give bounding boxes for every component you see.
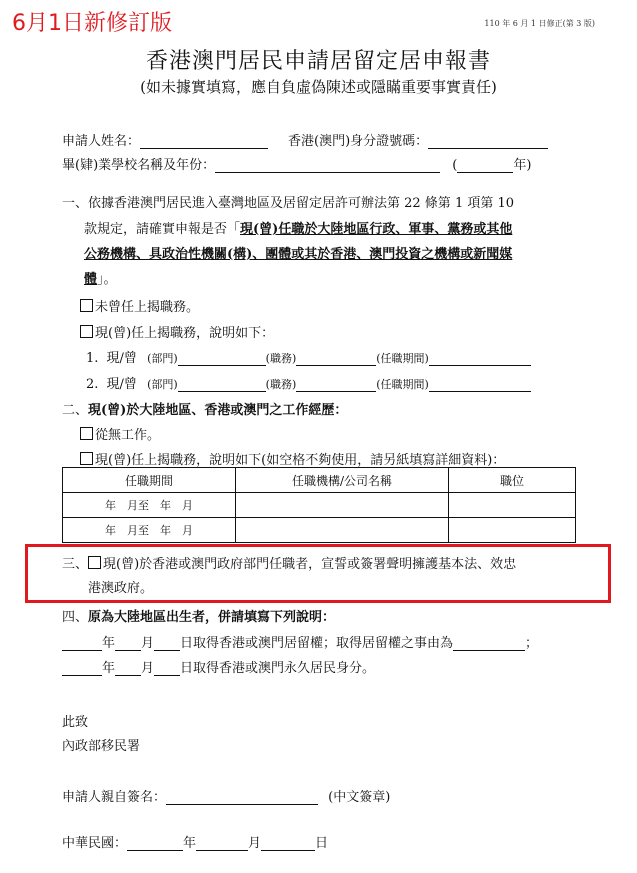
revision-note: 110 年 6 月 1 日修正(第 3 版)	[484, 19, 595, 28]
form-subtitle: (如未據實填寫，應自負虛偽陳述或隱瞞重要事實責任)	[140, 78, 497, 96]
row-number: 2.	[86, 377, 99, 392]
no-work-label: 從無工作。	[95, 428, 161, 443]
table-row	[63, 518, 576, 543]
school-label: 畢(肄)業學校名稱及年份：	[62, 158, 216, 173]
section3-row	[62, 553, 516, 572]
section2-heading-row	[62, 399, 347, 418]
graduation-year-field[interactable]	[457, 158, 513, 173]
never-label: 未曾任上揭職務。	[95, 300, 200, 315]
section1-text-b-row	[84, 218, 512, 237]
position-cell[interactable]	[449, 493, 576, 518]
residency-year-field[interactable]	[62, 636, 102, 651]
permanent-month-field[interactable]	[115, 661, 141, 676]
period-label: (任職期間)	[376, 378, 429, 391]
school-row	[62, 154, 531, 173]
section1-text-d-row	[84, 268, 117, 287]
closing-to: 此致	[62, 715, 89, 730]
work-label: 現(曾)任上揭職務，說明如下(如空格不夠使用，請另紙填寫詳細資料)：	[95, 453, 506, 468]
table-header-row	[63, 468, 576, 493]
post-field[interactable]	[296, 351, 376, 366]
section1-row-2	[86, 373, 531, 392]
dept-label: (部門)	[147, 378, 178, 391]
year-open: (	[452, 158, 458, 173]
section2-option-current	[80, 449, 505, 468]
month-label: 月	[141, 661, 155, 676]
residency-end: ；	[525, 636, 539, 651]
year-label: 年	[102, 661, 116, 676]
position-cell[interactable]	[449, 518, 576, 543]
residency-text: 日取得香港或澳門居留權；取得居留權之事由為	[180, 636, 454, 651]
section3-text1: 現(曾)於香港或澳門政府部門任職者，宣誓或簽署聲明擁護基本法、效忠	[103, 557, 517, 572]
no-work-checkbox[interactable]	[80, 427, 93, 440]
applicant-name-field[interactable]	[140, 134, 268, 149]
permanent-residency-row	[62, 657, 375, 676]
id-number-label: 香港(澳門)身分證號碼：	[288, 134, 429, 149]
section2-prefix: 二、	[62, 403, 89, 418]
permanent-day-field[interactable]	[154, 661, 180, 676]
residency-row	[62, 632, 538, 651]
section1-text-d-tail: 」。	[97, 272, 117, 287]
post-label: (職務)	[265, 352, 297, 365]
section1-text-c: 公務機構、具政治性機關(構)、團體或其於香港、澳門投資之機構或新聞媒	[84, 247, 513, 262]
signature-field[interactable]	[166, 790, 318, 805]
dept-field[interactable]	[178, 351, 266, 366]
applicant-name-row	[62, 130, 268, 149]
section1-text-a: 一、依據香港澳門居民進入臺灣地區及居留定居許可辦法第 22 條第 1 項第 10	[62, 196, 515, 211]
dept-label: (部門)	[147, 352, 178, 365]
id-number-row	[288, 130, 548, 149]
dept-field[interactable]	[178, 377, 266, 392]
period-label: (任職期間)	[376, 352, 429, 365]
section1-row-1	[86, 347, 531, 366]
column-header-position: 職位	[449, 468, 576, 493]
section1-option-never	[80, 296, 199, 315]
residency-month-field[interactable]	[115, 636, 141, 651]
row-prefix: 現/曾	[106, 351, 137, 366]
company-cell[interactable]	[236, 493, 449, 518]
date-row	[62, 832, 328, 851]
date-year: 年	[183, 836, 197, 851]
post-label: (職務)	[265, 378, 297, 391]
section4-heading: 原為大陸地區出生者，併請填寫下列說明：	[88, 610, 336, 625]
section1-text-d-bold: 體	[84, 272, 98, 287]
month-label: 月	[141, 636, 155, 651]
school-field[interactable]	[215, 158, 440, 173]
residency-day-field[interactable]	[154, 636, 180, 651]
id-number-field[interactable]	[428, 134, 548, 149]
post-field[interactable]	[296, 377, 376, 392]
table-row	[63, 493, 576, 518]
signature-label: 申請人親自簽名：	[62, 790, 167, 805]
section2-option-none	[80, 424, 160, 443]
work-experience-table	[62, 467, 576, 543]
date-day: 日	[315, 836, 329, 851]
column-header-period: 任職期間	[63, 468, 236, 493]
section2-heading: 現(曾)於大陸地區、香港或澳門之工作經歷：	[88, 403, 348, 418]
section1-text-b: 款規定，請確實申報是否「	[84, 222, 241, 237]
row-number: 1.	[86, 351, 99, 366]
section4-prefix: 四、	[62, 610, 89, 625]
company-cell[interactable]	[236, 518, 449, 543]
date-month-field[interactable]	[196, 836, 248, 851]
applicant-name-label: 申請人姓名：	[62, 134, 141, 149]
residency-reason-field[interactable]	[453, 636, 525, 651]
current-checkbox[interactable]	[80, 325, 93, 338]
work-checkbox[interactable]	[80, 452, 93, 465]
period-cell[interactable]: 年 月至 年 月	[63, 518, 236, 543]
period-field[interactable]	[429, 351, 531, 366]
year-label: 年	[102, 636, 116, 651]
section3-prefix: 三、	[62, 557, 89, 572]
period-field[interactable]	[429, 377, 531, 392]
column-header-company: 任職機構/公司名稱	[236, 468, 449, 493]
signature-note: (中文簽章)	[328, 790, 391, 805]
current-label: 現(曾)任上揭職務，說明如下：	[95, 326, 275, 341]
row-prefix: 現/曾	[106, 377, 137, 392]
date-label: 中華民國：	[62, 836, 128, 851]
section1-option-current	[80, 322, 274, 341]
oath-checkbox[interactable]	[88, 556, 101, 569]
signature-row	[62, 786, 390, 805]
form-title: 香港澳門居民申請居留定居申報書	[145, 49, 491, 74]
never-checkbox[interactable]	[80, 299, 93, 312]
date-year-field[interactable]	[127, 836, 183, 851]
revision-stamp: 6月1日新修訂版	[12, 11, 172, 36]
period-cell[interactable]: 年 月至 年 月	[63, 493, 236, 518]
closing-recipient: 內政部移民署	[62, 739, 141, 754]
section3-text2: 港澳政府。	[88, 581, 154, 596]
permanent-year-field[interactable]	[62, 661, 102, 676]
permanent-text: 日取得香港或澳門永久居民身分。	[180, 661, 376, 676]
section1-text-b-bold: 現(曾)任職於大陸地區行政、軍事、黨務或其他	[240, 222, 513, 237]
year-close: 年)	[513, 158, 532, 173]
section4-heading-row	[62, 606, 335, 625]
date-day-field[interactable]	[261, 836, 315, 851]
date-month: 月	[248, 836, 262, 851]
